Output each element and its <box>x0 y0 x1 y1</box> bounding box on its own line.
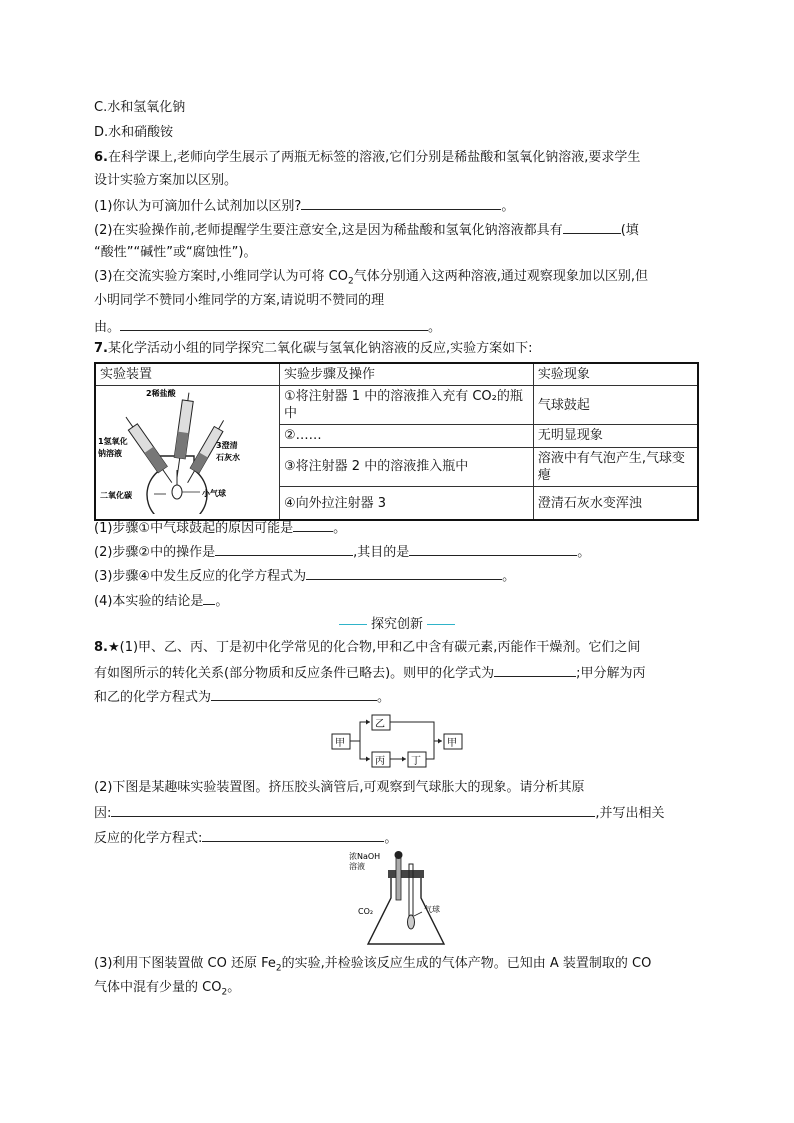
q7-part2: (2)步骤②中的操作是 ,其目的是 。 <box>94 542 590 562</box>
table-cell: ③将注射器 2 中的溶液推入瓶中 <box>280 447 534 486</box>
q8-part3-cont: 气体中混有少量的 $CO_2$。 <box>94 980 241 998</box>
q6-part2-cont: “酸性”“碱性”或“腐蚀性”)。 <box>94 245 257 260</box>
node-bing: 丙 <box>375 756 385 767</box>
label-syringe-1: 1氢氧化 <box>98 437 128 446</box>
label-co2: CO₂ <box>358 907 374 916</box>
q7-part3: (3)步骤④中发生反应的化学方程式为 。 <box>94 566 515 586</box>
table-cell: 溶液中有气泡产生,气球变瘪 <box>533 447 698 486</box>
answer-blank[interactable] <box>203 591 215 605</box>
table-header: 实验现象 <box>533 363 698 386</box>
label-naoh: 浓NaOH <box>349 852 381 861</box>
q8-part3: (3)利用下图装置做 CO 还原 $Fe_2$的实验,并检验该反应生成的气体产物。已知由 A 装置制取的 CO <box>94 956 652 974</box>
balloon-flask-diagram <box>346 850 466 950</box>
q6-part1: (1)你认为可滴加什么试剂加以区别? 。 <box>94 196 514 216</box>
q8-part2: (2)下图是某趣味实验装置图。挤压胶头滴管后,可观察到气球胀大的现象。请分析其原 <box>94 780 585 795</box>
answer-blank[interactable] <box>293 518 333 532</box>
label-syringe-3: 3澄清 <box>216 441 238 450</box>
apparatus-diagram <box>96 386 279 514</box>
answer-blank[interactable] <box>215 542 353 556</box>
answer-blank[interactable] <box>111 803 595 817</box>
table-cell: 澄清石灰水变浑浊 <box>533 487 698 521</box>
table-cell: 气球鼓起 <box>533 386 698 425</box>
table-cell: ④向外拉注射器 3 <box>280 487 534 521</box>
q8-part2-end: 反应的化学方程式: 。 <box>94 828 397 848</box>
q6-stem-cont: 设计实验方案加以区别。 <box>94 173 238 188</box>
q8-part1: 8.★(1)甲、乙、丙、丁是初中化学常见的化合物,甲和乙中含有碳元素,丙能作干燥剂。它们之间 <box>94 640 641 655</box>
q6-part3: (3)在交流实验方案时,小维同学认为可将 $CO_2$气体分别通入这两种溶液,通过观察现象加以区别,但 <box>94 269 648 287</box>
answer-blank[interactable] <box>301 196 501 210</box>
section-title: 探究创新 <box>330 613 464 632</box>
node-jia-2: 甲 <box>447 738 457 749</box>
answer-blank[interactable] <box>211 687 377 701</box>
label-syringe-2: 2稀盐酸 <box>146 389 176 398</box>
label-balloon: 小气球 <box>202 489 226 498</box>
table-header-row <box>95 363 698 386</box>
conversion-scheme <box>330 712 466 770</box>
node-ding: 丁 <box>411 756 421 767</box>
label-naoh: 溶液 <box>349 862 365 871</box>
q7-part1: (1)步骤①中气球鼓起的原因可能是 。 <box>94 518 346 538</box>
answer-blank[interactable] <box>494 663 576 677</box>
node-jia: 甲 <box>335 738 345 749</box>
q6-part2: (2)在实验操作前,老师提醒学生要注意安全,这是因为稀盐酸和氢氧化钠溶液都具有 (填 <box>94 220 639 240</box>
answer-blank[interactable] <box>120 317 428 331</box>
q6-part3-end: 由。 。 <box>94 317 441 337</box>
option-d: D.水和硝酸铵 <box>94 125 174 140</box>
q8-part1-cont: 有如图所示的转化关系(部分物质和反应条件已略去)。则甲的化学式为 ;甲分解为丙 <box>94 663 646 683</box>
q7-part4: (4)本实验的结论是 。 <box>94 591 228 611</box>
q8-part2-cont: 因: ,并写出相关 <box>94 803 665 823</box>
answer-blank[interactable] <box>409 542 577 556</box>
table-cell: ②…… <box>280 425 534 447</box>
experiment-table <box>94 362 699 521</box>
node-yi: 乙 <box>375 719 385 730</box>
star-icon: ★ <box>107 640 120 655</box>
q6-stem: 6.在科学课上,老师向学生展示了两瓶无标签的溶液,它们分别是稀盐酸和氢氧化钠溶液,要求学生 <box>94 150 641 165</box>
table-cell: ①将注射器 1 中的溶液推入充有 CO₂的瓶中 <box>280 386 534 425</box>
table-header: 实验步骤及操作 <box>280 363 534 386</box>
apparatus-cell <box>95 386 280 521</box>
answer-blank[interactable] <box>306 566 502 580</box>
label-syringe-3: 石灰水 <box>216 453 240 462</box>
answer-blank[interactable] <box>563 220 621 234</box>
option-c: C.水和氢氧化钠 <box>94 100 186 115</box>
answer-blank[interactable] <box>202 828 384 842</box>
table-header: 实验装置 <box>95 363 280 386</box>
q6-part3-cont: 小明同学不赞同小维同学的方案,请说明不赞同的理 <box>94 293 385 308</box>
table-cell: 无明显现象 <box>533 425 698 447</box>
label-balloon: 气球 <box>424 905 440 914</box>
label-gas: 二氧化碳 <box>100 491 132 500</box>
table-row <box>95 386 698 425</box>
label-syringe-1: 钠溶液 <box>98 449 122 458</box>
q7-stem: 7.某化学活动小组的同学探究二氧化碳与氢氧化钠溶液的反应,实验方案如下: <box>94 341 533 356</box>
q8-part1-end: 和乙的化学方程式为 。 <box>94 687 390 707</box>
